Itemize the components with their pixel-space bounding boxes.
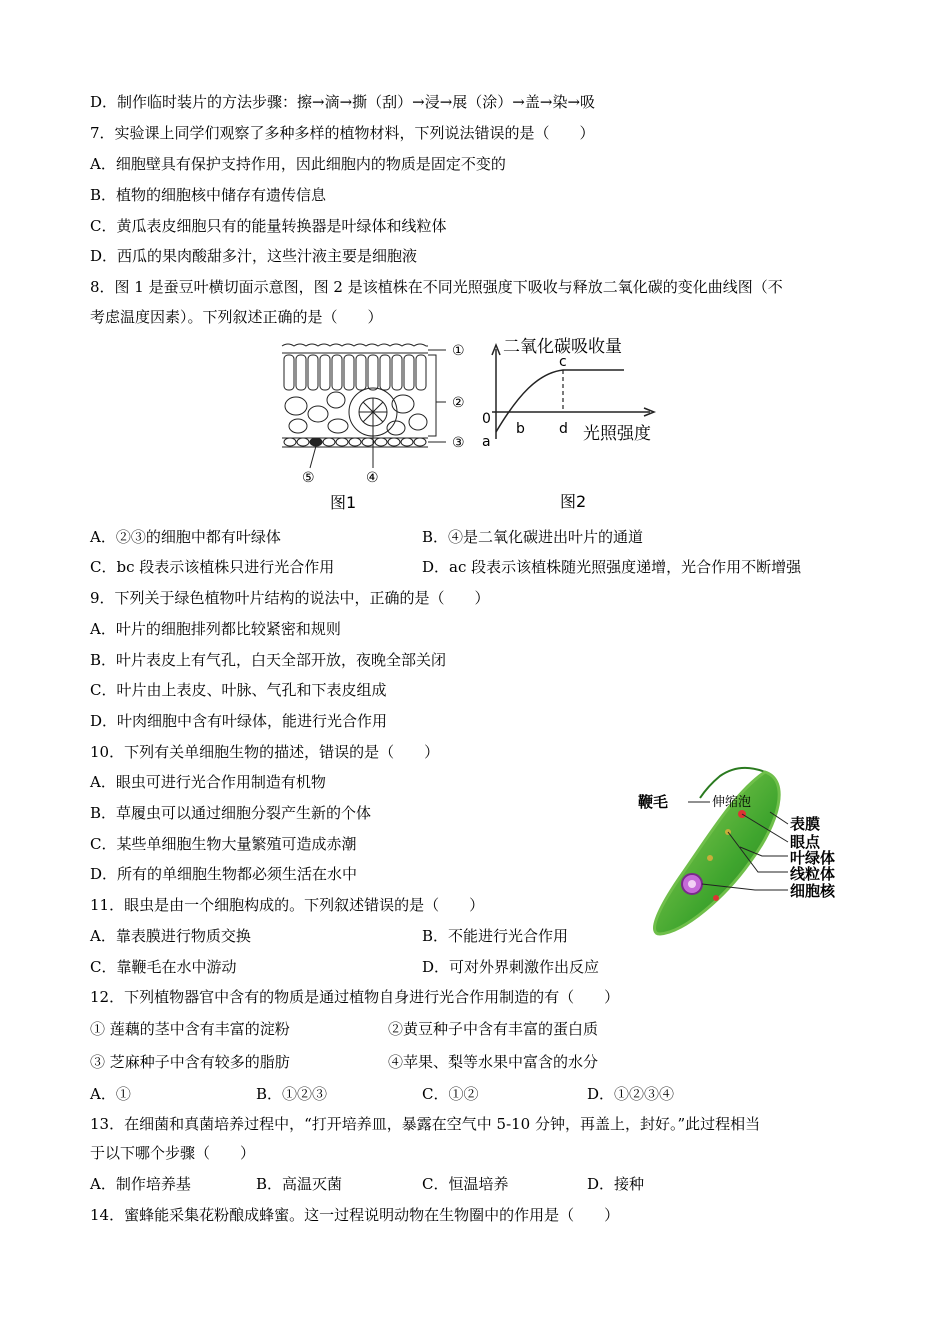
q11-option-c: C．靠鞭毛在水中游动	[90, 958, 237, 976]
palisade-cells	[284, 355, 426, 390]
label-flagellum: 鞭毛	[638, 793, 669, 811]
q8-stem-line2: 考虑温度因素）。下列叙述正确的是（ ）	[90, 308, 383, 326]
q8-option-d: D．ac 段表示该植株随光照强度递增，光合作用不断增强	[422, 558, 802, 576]
q11-option-d: D．可对外界刺激作出反应	[422, 958, 600, 976]
granule	[713, 895, 719, 901]
q13-option-d: D．接种	[587, 1175, 645, 1193]
q9-option-d: D．叶肉细胞中含有叶绿体，能进行光合作用	[90, 712, 388, 730]
label-3: ③	[452, 435, 465, 451]
figure-1-caption: 图1	[330, 493, 357, 512]
q12-option-c: C．①②	[422, 1085, 479, 1103]
label-1: ①	[452, 343, 465, 359]
euglena-figure	[630, 762, 850, 942]
point-b-label: b	[516, 421, 525, 437]
label-5: ⑤	[302, 470, 315, 486]
figure-2-caption: 图2	[560, 492, 587, 511]
q12-option-a: A．①	[90, 1085, 131, 1103]
q9-stem: 9．下列关于绿色植物叶片结构的说法中，正确的是（ ）	[90, 589, 490, 607]
q7-option-a: A．细胞壁具有保护支持作用，因此细胞内的物质是固定不变的	[90, 155, 506, 173]
label-2: ②	[452, 395, 465, 411]
label-4: ④	[366, 470, 379, 486]
q8-option-c: C．bc 段表示该植株只进行光合作用	[90, 558, 335, 576]
q8-option-b: B．④是二氧化碳进出叶片的通道	[422, 528, 644, 546]
q12-option-b: B．①②③	[256, 1085, 328, 1103]
label-pellicle: 表膜	[790, 815, 821, 833]
q13-option-b: B．高温灭菌	[256, 1175, 343, 1193]
label-mitochondria: 线粒体	[790, 865, 836, 883]
y-axis-label: 二氧化碳吸收量	[503, 337, 622, 357]
figure-2-co2-curve	[478, 335, 668, 513]
label-eyespot: 眼点	[790, 833, 821, 851]
q13-stem-line2: 于以下哪个步骤（ ）	[90, 1144, 256, 1162]
q11-option-b: B．不能进行光合作用	[422, 927, 569, 945]
q7-option-c: C．黄瓜表皮细胞只有的能量转换器是叶绿体和线粒体	[90, 217, 447, 235]
q11-option-a: A．靠表膜进行物质交换	[90, 927, 251, 945]
q6-option-d: D．制作临时装片的方法步骤：擦→滴→撕（刮）→浸→展（涂）→盖→染→吸	[90, 93, 596, 111]
q8-stem-line1: 8．图 1 是蚕豆叶横切面示意图，图 2 是该植株在不同光照强度下吸收与释放二氧化碳的变化曲线图（不	[90, 278, 783, 296]
q10-stem: 10．下列有关单细胞生物的描述，错误的是（ ）	[90, 743, 440, 761]
q13-stem-line1: 13．在细菌和真菌培养过程中，“打开培养皿，暴露在空气中 5-10 分钟，再盖上，封好。”此过程相当	[90, 1115, 761, 1133]
q12-item-4: ④苹果、梨等水果中富含的水分	[388, 1053, 599, 1071]
q12-stem: 12．下列植物器官中含有的物质是通过植物自身进行光合作用制造的有（ ）	[90, 988, 620, 1006]
label-chloroplast: 叶绿体	[790, 849, 836, 867]
mitochondria-2	[707, 855, 713, 861]
q7-stem: 7．实验课上同学们观察了多种多样的植物材料，下列说法错误的是（ ）	[90, 124, 595, 142]
lower-epidermis	[282, 438, 428, 447]
q10-option-c: C．某些单细胞生物大量繁殖可造成赤潮	[90, 835, 357, 853]
q10-option-a: A．眼虫可进行光合作用制造有机物	[90, 773, 326, 791]
label-contractile-vacuole: 伸缩泡	[712, 795, 752, 810]
figure-1-leaf-cross-section	[278, 338, 473, 513]
point-d-label: d	[559, 421, 568, 437]
q12-item-1: ① 莲藕的茎中含有丰富的淀粉	[90, 1020, 290, 1038]
nucleolus	[688, 880, 696, 888]
q10-option-d: D．所有的单细胞生物都必须生活在水中	[90, 865, 358, 883]
upper-epidermis	[282, 344, 428, 353]
q9-option-a: A．叶片的细胞排列都比较紧密和规则	[90, 620, 341, 638]
q14-stem: 14．蜜蜂能采集花粉酿成蜂蜜。这一过程说明动物在生物圈中的作用是（ ）	[90, 1206, 620, 1224]
q9-option-c: C．叶片由上表皮、叶脉、气孔和下表皮组成	[90, 681, 387, 699]
q12-item-3: ③ 芝麻种子中含有较多的脂肪	[90, 1053, 290, 1071]
q10-option-b: B．草履虫可以通过细胞分裂产生新的个体	[90, 804, 372, 822]
q7-option-d: D．西瓜的果肉酸甜多汁，这些汁液主要是细胞液	[90, 247, 418, 265]
origin-label: 0	[482, 411, 491, 427]
q12-option-d: D．①②③④	[587, 1085, 675, 1103]
q11-stem: 11．眼虫是由一个细胞构成的。下列叙述错误的是（ ）	[90, 896, 485, 914]
q7-option-b: B．植物的细胞核中储存有遗传信息	[90, 186, 327, 204]
point-a-label: a	[482, 434, 491, 450]
q12-item-2: ②黄豆种子中含有丰富的蛋白质	[388, 1020, 599, 1038]
x-axis-label: 光照强度	[583, 424, 651, 444]
label-nucleus: 细胞核	[790, 882, 836, 900]
q8-option-a: A．②③的细胞中都有叶绿体	[90, 528, 281, 546]
q9-option-b: B．叶片表皮上有气孔，白天全部开放，夜晚全部关闭	[90, 651, 447, 669]
q13-option-a: A．制作培养基	[90, 1175, 191, 1193]
q13-option-c: C．恒温培养	[422, 1175, 509, 1193]
point-c-label: c	[559, 354, 567, 370]
